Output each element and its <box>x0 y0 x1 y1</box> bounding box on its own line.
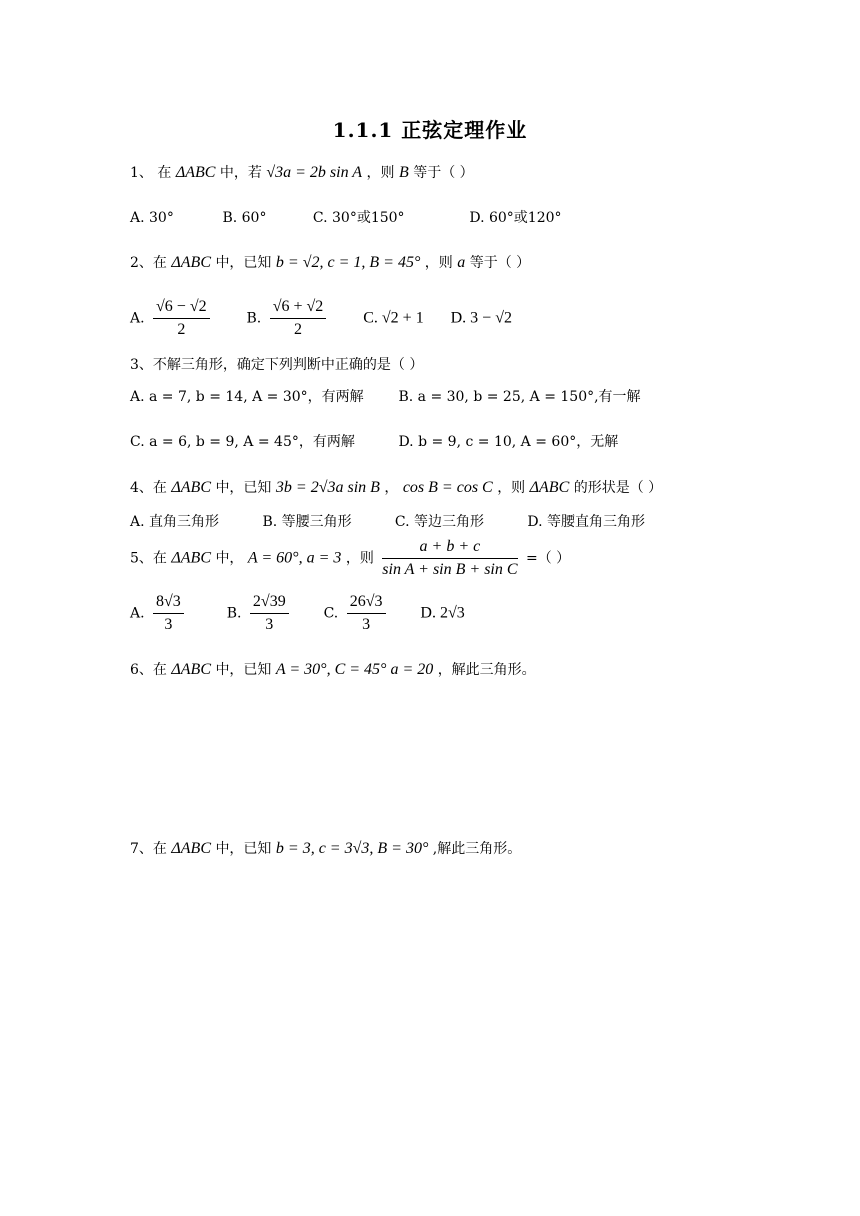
q2-option-a-denominator: 2 <box>177 321 186 338</box>
q1-option-a: A. 30° <box>130 210 174 226</box>
q7-text-2: ,解此三角形。 <box>432 841 522 857</box>
q2-option-b-denominator: 2 <box>294 321 303 338</box>
q7-triangle: ΔABC <box>171 840 211 857</box>
q5-number: 5、在 <box>130 550 167 567</box>
q3-option-d: D. b = 9, c = 10, A = 60°，无解 <box>398 434 619 450</box>
question-5 <box>130 536 570 581</box>
q2-option-b-fraction <box>270 296 327 341</box>
q6-equation: A = 30°, C = 45° a = 20 <box>275 661 434 678</box>
question-5-options <box>130 591 465 636</box>
q4-option-d: D. 等腰直角三角形 <box>527 514 645 530</box>
q5-text-3: =（ ） <box>525 550 571 567</box>
q1-equation: √3a = 2b sin A <box>266 164 363 181</box>
q5-fraction-numerator: a + b + c <box>382 536 517 559</box>
q2-number: 2、在 <box>130 255 167 271</box>
question-1-options <box>130 208 562 228</box>
q4-option-b: B. 等腰三角形 <box>262 514 352 530</box>
q4-triangle: ΔABC <box>171 479 211 496</box>
q5-equation: A = 60°, a = 3 <box>247 549 342 567</box>
q4-text-4: 的形状是（ ） <box>573 480 663 496</box>
q1-text-3: 等于（ ） <box>413 165 474 181</box>
question-7 <box>130 839 521 859</box>
q2-text-3: 等于（ ） <box>469 255 531 271</box>
q4-text-1: 中，已知 <box>215 480 272 496</box>
q5-option-a-numerator: 8√3 <box>153 591 184 614</box>
q2-option-b-label: B. <box>246 310 262 327</box>
q2-triangle: ΔABC <box>171 254 211 271</box>
q2-option-a-fraction <box>153 296 210 341</box>
page-title: 1.1.1 正弦定理作业 <box>332 118 528 142</box>
question-2 <box>130 253 530 273</box>
q7-equation: b = 3, c = 3√3, B = 30° <box>275 840 429 857</box>
q6-text-1: 中，已知 <box>215 662 272 678</box>
question-1 <box>130 163 474 183</box>
q5-option-c-numerator: 26√3 <box>347 591 386 614</box>
q2-option-b-numerator: √6 + √2 <box>270 296 327 319</box>
q4-option-a: A. 直角三角形 <box>130 514 220 530</box>
q5-triangle: ΔABC <box>171 549 211 567</box>
q4-equation-1: 3b = 2√3a sin B <box>275 479 380 496</box>
q6-number: 6、在 <box>130 662 167 678</box>
question-3-options-row-2 <box>130 432 618 452</box>
question-6 <box>130 660 536 680</box>
question-3-options-row-1 <box>130 387 641 407</box>
q4-equation-2: cos B = cos C <box>402 479 493 496</box>
q1-option-d: D. 60°或120° <box>469 210 562 226</box>
q4-triangle-2: ΔABC <box>529 479 570 496</box>
q5-fraction <box>382 536 517 581</box>
q4-option-c: C. 等边三角形 <box>394 514 485 530</box>
q5-option-b-fraction <box>250 591 289 636</box>
q2-equation: b = √2, c = 1, B = 45° <box>275 254 421 271</box>
q5-option-a-denominator: 3 <box>164 616 173 633</box>
q5-option-b-denominator: 3 <box>265 616 274 633</box>
q5-option-c-denominator: 3 <box>362 616 371 633</box>
q5-option-d: D. 2√3 <box>420 604 465 622</box>
q4-number: 4、在 <box>130 480 167 496</box>
q1-number: 1、 在 <box>130 165 172 181</box>
question-2-options <box>130 296 512 341</box>
q2-option-a-numerator: √6 − √2 <box>153 296 210 319</box>
q5-fraction-denominator: sin A + sin B + sin C <box>382 561 518 578</box>
q5-option-c-label: C. <box>323 605 339 622</box>
q2-text-1: 中，已知 <box>215 255 272 271</box>
q5-option-b-numerator: 2√39 <box>250 591 289 614</box>
q1-triangle: ΔABC <box>175 164 216 181</box>
q1-option-b: B. 60° <box>222 210 267 226</box>
q7-number: 7、在 <box>130 841 167 857</box>
q5-option-a-label: A. <box>130 605 145 622</box>
question-4 <box>130 478 662 498</box>
q5-text-1: 中， <box>215 550 244 567</box>
q4-text-3: ，则 <box>497 480 526 496</box>
question-3: 3、不解三角形，确定下列判断中正确的是（ ） <box>130 357 424 373</box>
q1-text-2: ，则 <box>366 165 395 181</box>
q5-option-a-fraction <box>153 591 184 636</box>
q5-text-2: ，则 <box>345 550 374 567</box>
question-4-options <box>130 512 645 532</box>
q3-option-c: C. a = 6, b = 9, A = 45°，有两解 <box>130 434 355 450</box>
q1-variable: B <box>398 164 409 181</box>
q2-option-c: C. √2 + 1 <box>363 309 424 327</box>
q1-text-1: 中，若 <box>219 165 262 181</box>
q7-text-1: 中，已知 <box>215 841 272 857</box>
q2-text-2: ，则 <box>424 255 453 271</box>
q3-option-b: B. a = 30, b = 25, A = 150°,有一解 <box>398 389 641 405</box>
q2-variable: a <box>457 254 466 271</box>
q4-text-2: ， <box>384 480 399 496</box>
q1-option-c: C. 30°或150° <box>312 210 405 226</box>
q6-triangle: ΔABC <box>171 661 211 678</box>
q6-text-2: ，解此三角形。 <box>437 662 536 678</box>
q3-option-a: A. a = 7, b = 14, A = 30°，有两解 <box>130 389 364 405</box>
q5-option-b-label: B. <box>226 605 242 622</box>
q2-option-d: D. 3 − √2 <box>450 309 512 327</box>
q5-option-c-fraction <box>347 591 386 636</box>
q2-option-a-label: A. <box>130 310 145 327</box>
